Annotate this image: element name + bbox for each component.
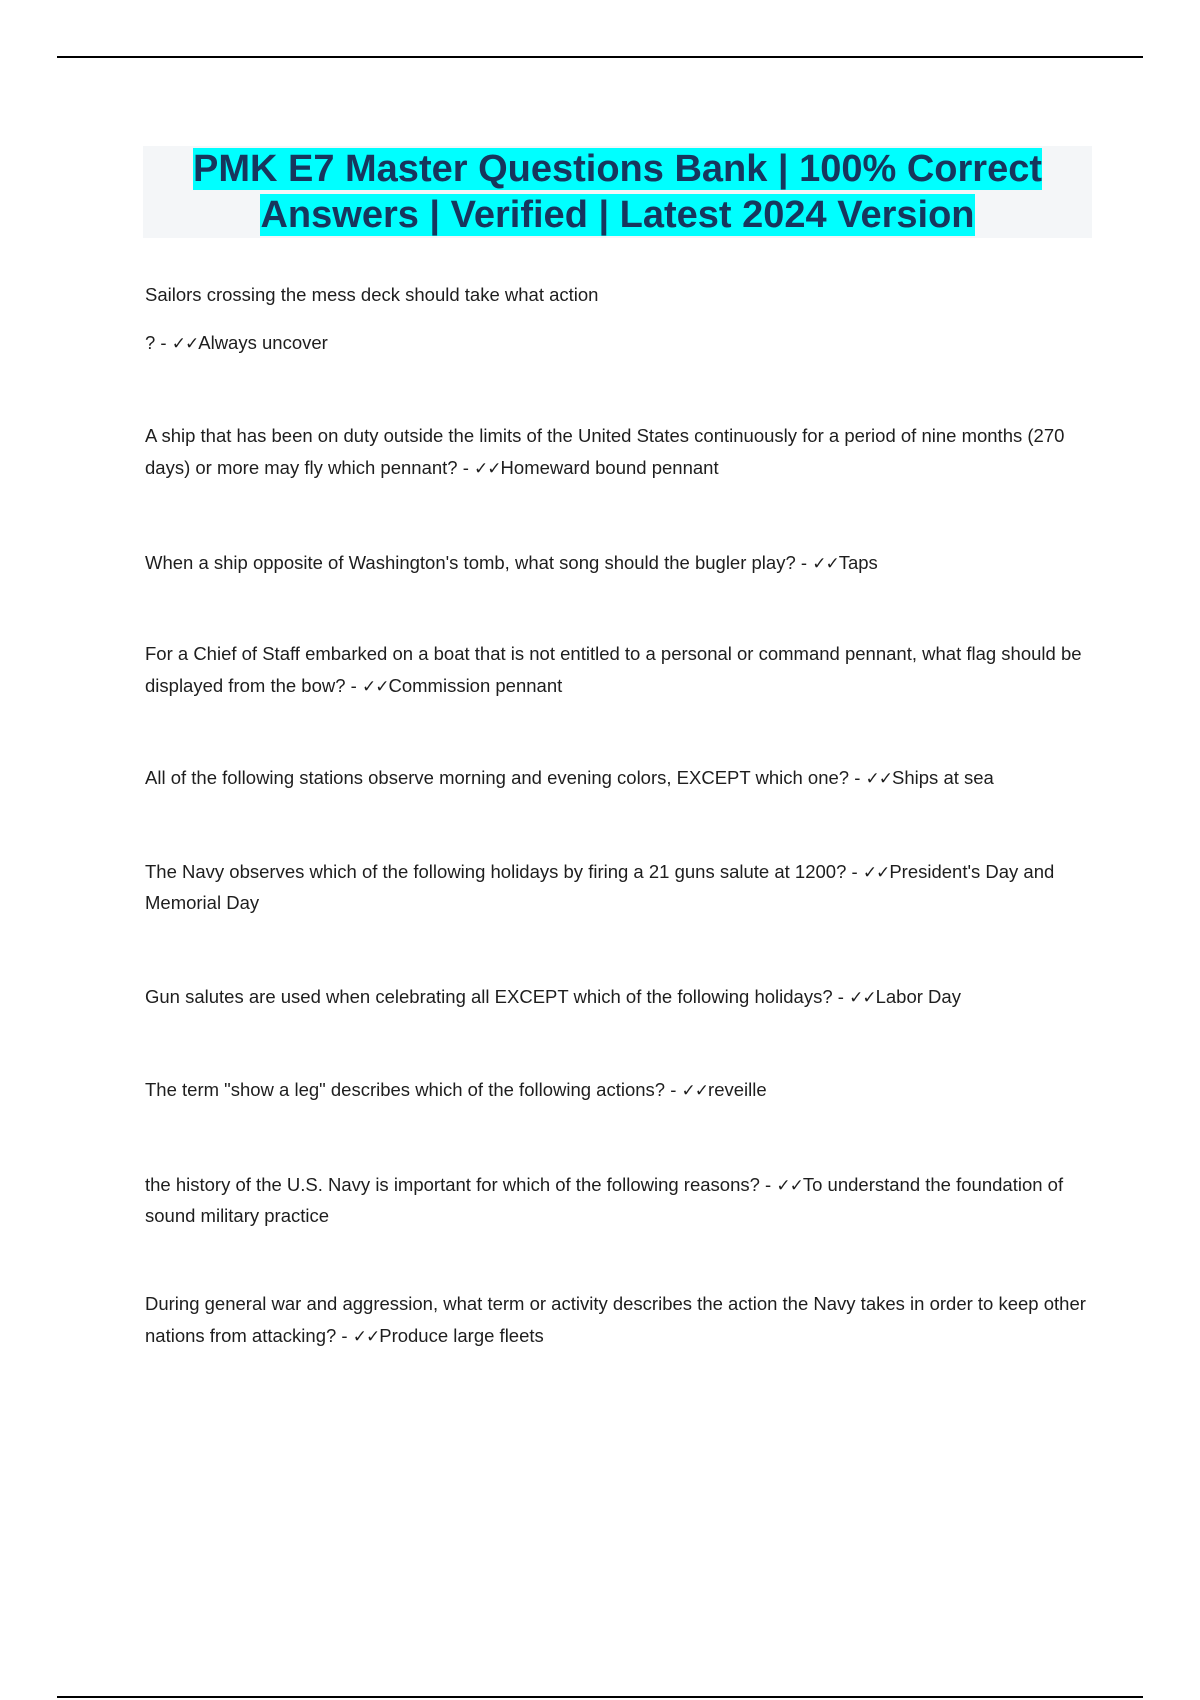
header-rule <box>57 56 1143 58</box>
answer-text: Taps <box>838 552 878 573</box>
answer-text: Ships at sea <box>892 767 994 788</box>
answer-text: Commission pennant <box>388 675 563 696</box>
question-text: For a Chief of Staff embarked on a boat that is not entitled to a personal or command pennant, what flag should be displayed from the bow? <box>145 643 1082 696</box>
question-text: A ship that has been on duty outside the limits of the United States continuously for a period of nine months (270 days) or more may fly which pennant? <box>145 425 1065 478</box>
document-title: PMK E7 Master Questions Bank | 100% Correct Answers | Verified | Latest 2024 Version <box>192 148 1043 236</box>
check-icon: ✓✓ <box>865 769 893 789</box>
qa-item: When a ship opposite of Washington's tomb, what song should the bugler play? - ✓✓Taps <box>145 552 878 574</box>
qa-item <box>145 279 1095 360</box>
title-block <box>143 146 1092 238</box>
qa-item: A ship that has been on duty outside the limits of the United States continuously for a period of nine months (270 days) or more may fly which pennant? - ✓✓Homeward bound pennant <box>145 425 1065 479</box>
check-icon: ✓✓ <box>862 863 890 883</box>
check-icon: ✓✓ <box>171 334 199 354</box>
answer-text: Always uncover <box>198 332 328 353</box>
qa-item: The term "show a leg" describes which of the following actions? - ✓✓reveille <box>145 1079 767 1101</box>
answer-text: Homeward bound pennant <box>500 457 719 478</box>
question-text: the history of the U.S. Navy is important for which of the following reasons? <box>145 1174 760 1195</box>
footer-rule <box>57 1696 1143 1698</box>
check-icon: ✓✓ <box>681 1081 709 1101</box>
check-icon: ✓✓ <box>474 459 501 479</box>
qa-item: During general war and aggression, what term or activity describes the action the Navy takes in order to keep other nations from attacking? - ✓✓Produce large fleets <box>145 1293 1086 1347</box>
answer-text: To understand the foundation of sound military practice <box>145 1174 1064 1226</box>
question-text: Gun salutes are used when celebrating all EXCEPT which of the following holidays? <box>145 986 833 1007</box>
check-icon: ✓✓ <box>776 1176 803 1196</box>
question-text: The term "show a leg" describes which of the following actions? <box>145 1079 666 1100</box>
question-text: When a ship opposite of Washington's tomb, what song should the bugler play? <box>145 552 796 573</box>
question-text: During general war and aggression, what term or activity describes the action the Navy takes in order to keep other nations from attacking? <box>145 1293 1086 1346</box>
qa-item: the history of the U.S. Navy is important for which of the following reasons? - ✓✓To understand the foundation of sound military practice <box>145 1174 1064 1226</box>
question-continuation: ? - ✓✓Always uncover <box>145 332 328 354</box>
answer-text: President's Day and Memorial Day <box>145 861 1055 913</box>
qa-item: The Navy observes which of the following holidays by firing a 21 guns salute at 1200? - ✓✓President's Day and Memorial Day <box>145 861 1055 913</box>
question-text: All of the following stations observe morning and evening colors, EXCEPT which one? <box>145 767 850 788</box>
answer-text: Labor Day <box>875 986 961 1007</box>
qa-item: All of the following stations observe morning and evening colors, EXCEPT which one? - ✓✓Ships at sea <box>145 767 994 789</box>
check-icon: ✓✓ <box>352 1327 380 1347</box>
check-icon: ✓✓ <box>849 988 876 1008</box>
answer-text: reveille <box>708 1079 767 1100</box>
qa-item: Gun salutes are used when celebrating all EXCEPT which of the following holidays? - ✓✓Labor Day <box>145 986 961 1008</box>
check-icon: ✓✓ <box>812 554 839 574</box>
check-icon: ✓✓ <box>361 677 389 697</box>
qa-item: For a Chief of Staff embarked on a boat that is not entitled to a personal or command pennant, what flag should be displayed from the bow? - ✓✓Commission pennant <box>145 643 1082 697</box>
answer-text: Produce large fleets <box>379 1325 544 1346</box>
question-text: The Navy observes which of the following holidays by firing a 21 guns salute at 1200? <box>145 861 847 882</box>
question-text: Sailors crossing the mess deck should take what action <box>145 284 599 305</box>
